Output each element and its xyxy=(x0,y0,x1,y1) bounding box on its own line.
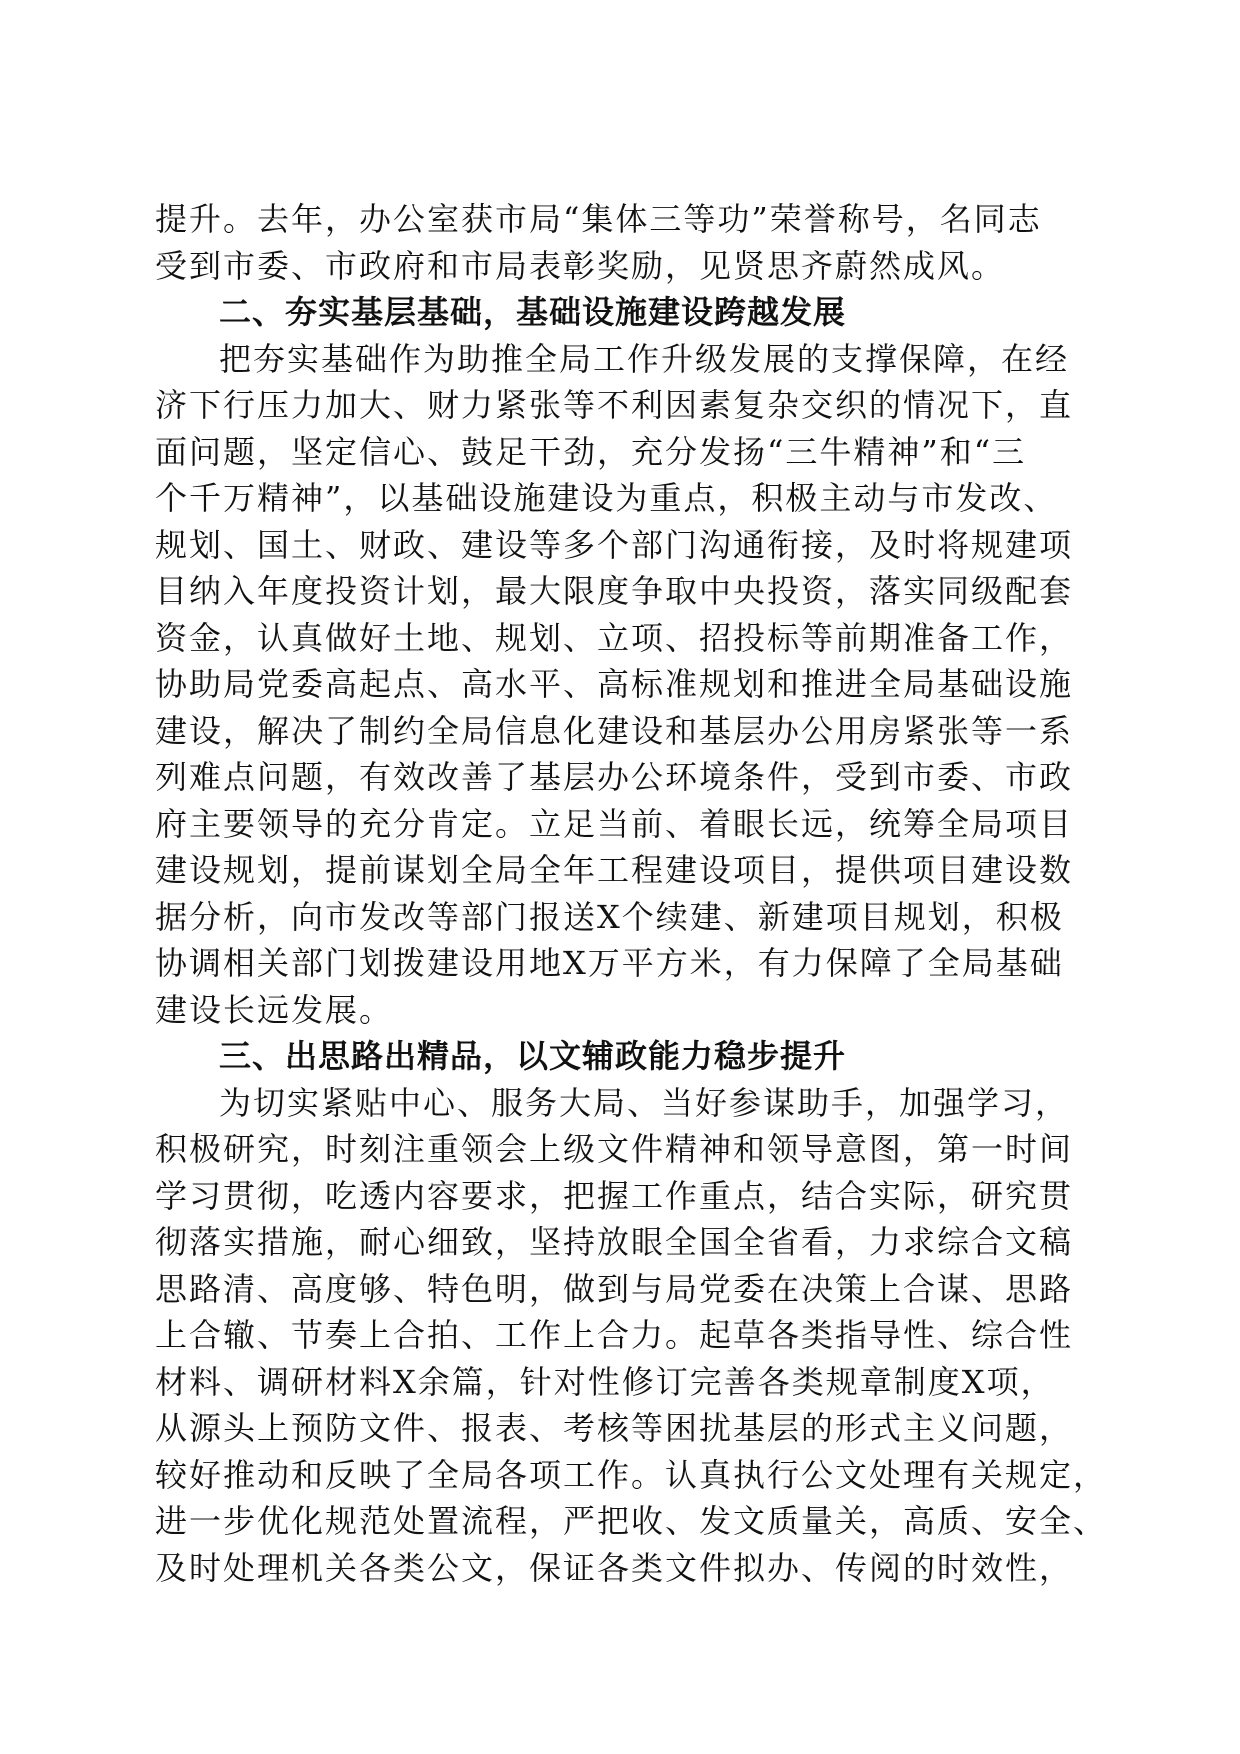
text-line: 为切实紧贴中心、服务大局、当好参谋助手，加强学习， xyxy=(219,1083,1070,1122)
text-line: 受到市委、市政府和市局表彰奖励，见贤思齐蔚然成风。 xyxy=(155,246,1006,285)
text-line: 协调相关部门划拨建设用地X万平方米，有力保障了全局基础 xyxy=(155,944,1064,982)
text-line: 规划、国土、财政、建设等多个部门沟通衔接，及时将规建项 xyxy=(155,525,1074,564)
section-heading: 三、出思路出精品，以文辅政能力稳步提升 xyxy=(219,1037,847,1075)
section-two xyxy=(155,289,1085,1033)
text-line: 建设长远发展。 xyxy=(155,990,394,1029)
text-line: 较好推动和反映了全局各项工作。认真执行公文处理有关规定， xyxy=(155,1455,1108,1494)
text-line: 材料、调研材料X余篇，针对性修订完善各类规章制度X项， xyxy=(155,1362,1055,1401)
text-line: 把夯实基础作为助推全局工作升级发展的支撑保障，在经 xyxy=(219,339,1070,378)
text-line: 据分析，向市发改等部门报送X个续建、新建项目规划，积极 xyxy=(155,897,1064,936)
text-line: 提升。去年，办公室获市局“集体三等功”荣誉称号，名同志 xyxy=(155,200,1042,238)
text-line: 从源头上预防文件、报表、考核等困扰基层的形式主义问题， xyxy=(155,1409,1074,1447)
text-line: 思路清、高度够、特色明，做到与局党委在决策上合谋、思路 xyxy=(155,1269,1074,1308)
text-line: 个千万精神”，以基础设施建设为重点，积极主动与市发改、 xyxy=(155,479,1058,517)
text-line: 济下行压力加大、财力紧张等不利因素复杂交织的情况下，直 xyxy=(155,386,1074,424)
text-line: 积极研究，时刻注重领会上级文件精神和领导意图，第一时间 xyxy=(155,1130,1074,1168)
text-line: 建设规划，提前谋划全局全年工程建设项目，提供项目建设数 xyxy=(155,851,1074,889)
text-line: 目纳入年度投资计划，最大限度争取中央投资，落实同级配套 xyxy=(155,572,1074,610)
text-line: 列难点问题，有效改善了基层办公环境条件，受到市委、市政 xyxy=(155,758,1074,796)
document-body xyxy=(155,196,1108,1591)
text-line: 进一步优化规范处置流程，严把收、发文质量关，高质、安全、 xyxy=(155,1502,1108,1540)
text-line: 府主要领导的充分肯定。立足当前、着眼长远，统筹全局项目 xyxy=(155,804,1074,843)
text-line: 及时处理机关各类公文，保证各类文件拟办、传阅的时效性， xyxy=(155,1548,1074,1587)
text-line: 学习贯彻，吃透内容要求，把握工作重点，结合实际，研究贯 xyxy=(155,1176,1074,1215)
text-line: 上合辙、节奏上合拍、工作上合力。起草各类指导性、综合性 xyxy=(155,1316,1074,1354)
text-line: 面问题，坚定信心、鼓足干劲，充分发扬“三牛精神”和“三 xyxy=(155,432,1027,471)
text-line: 彻落实措施，耐心细致，坚持放眼全国全省看，力求综合文稿 xyxy=(155,1223,1074,1261)
text-line: 建设，解决了制约全局信息化建设和基层办公用房紧张等一系 xyxy=(155,711,1074,750)
section-heading: 二、夯实基层基础，基础设施建设跨越发展 xyxy=(219,293,847,331)
intro-paragraph xyxy=(155,196,1085,289)
section-three xyxy=(155,1033,1108,1591)
text-line: 协助局党委高起点、高水平、高标准规划和推进全局基础设施 xyxy=(155,665,1074,703)
text-line: 资金，认真做好土地、规划、立项、招投标等前期准备工作， xyxy=(155,618,1074,657)
